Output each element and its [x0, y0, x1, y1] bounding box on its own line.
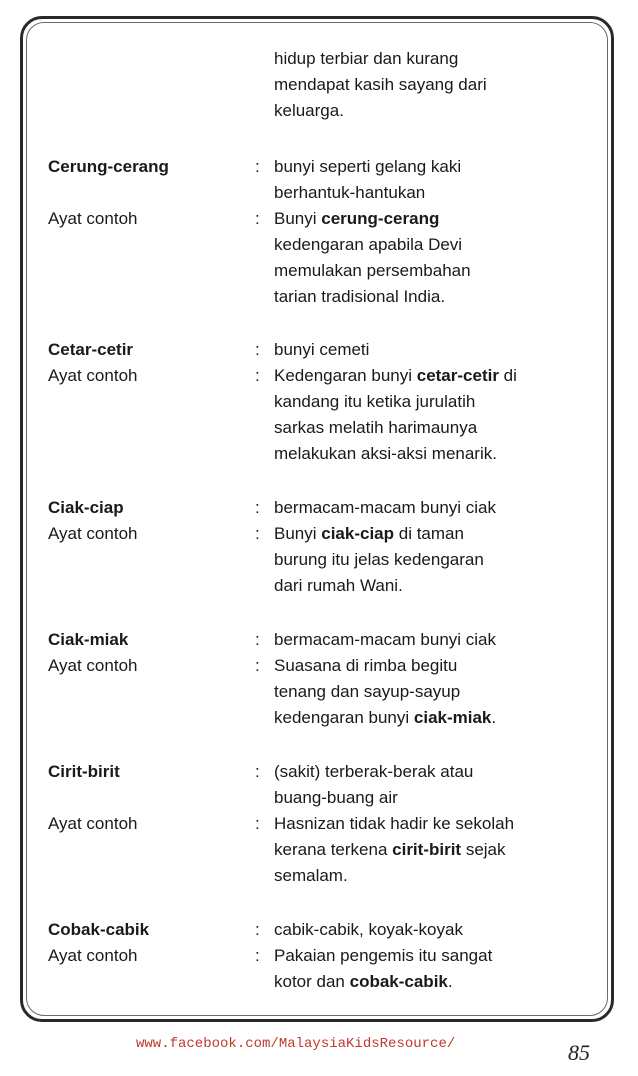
example-label: Ayat contoh: [48, 209, 138, 228]
example-text: kandang itu ketika jurulatih: [274, 392, 476, 411]
example-text: sejak: [461, 840, 506, 859]
definition-line: bermacam-macam bunyi ciak: [274, 498, 497, 517]
example-text: kedengaran bunyi: [274, 708, 414, 727]
example-text: .: [491, 708, 497, 727]
example-line: [274, 573, 403, 599]
example-label: Ayat contoh: [48, 524, 138, 543]
colon: :: [255, 498, 260, 517]
example-text: kotor dan: [274, 972, 350, 991]
highlighted-term: cetar-cetir: [416, 366, 499, 385]
entry-term: Ciak-miak: [48, 630, 129, 649]
example-label: Ayat contoh: [48, 366, 138, 385]
example-text: dari rumah Wani.: [274, 576, 403, 595]
colon: :: [255, 524, 260, 543]
example-line: [274, 415, 477, 441]
definition-line: (sakit) terberak-berak atau: [274, 762, 474, 781]
example-text: Bunyi: [274, 524, 322, 543]
entry-term: Cirit-birit: [48, 762, 120, 781]
definition-line: bunyi cemeti: [274, 340, 370, 359]
definition-line: cabik-cabik, koyak-koyak: [274, 920, 463, 939]
example-text: Hasnizan tidak hadir ke sekolah: [274, 814, 515, 833]
example-text: tarian tradisional India.: [274, 287, 446, 306]
definition-line: berhantuk-hantukan: [274, 183, 426, 202]
example-text: kedengaran apabila Devi: [274, 235, 463, 254]
highlighted-term: ciak-ciap: [321, 524, 395, 543]
entry-term: Cobak-cabik: [48, 920, 150, 939]
highlighted-term: cobak-cabik: [349, 972, 448, 991]
example-line: [274, 441, 497, 467]
example-text: kerana terkena: [274, 840, 393, 859]
highlighted-term: cirit-birit: [392, 840, 462, 859]
colon: :: [255, 920, 260, 939]
colon: :: [255, 814, 260, 833]
example-label: Ayat contoh: [48, 946, 138, 965]
example-line: [274, 705, 496, 731]
example-text: burung itu jelas kedengaran: [274, 550, 484, 569]
example-line: [274, 232, 462, 258]
intro-line: mendapat kasih sayang dari: [274, 75, 487, 94]
example-text: .: [447, 972, 453, 991]
entry-term: Ciak-ciap: [48, 498, 124, 517]
example-line: [274, 363, 517, 389]
example-line: [274, 258, 471, 284]
definition-line: bermacam-macam bunyi ciak: [274, 630, 497, 649]
example-text: sarkas melatih harimaunya: [274, 418, 478, 437]
entry-term: Cerung-cerang: [48, 157, 169, 176]
example-text: semalam.: [274, 866, 348, 885]
example-line: [274, 547, 484, 573]
definition-line: bunyi seperti gelang kaki: [274, 157, 462, 176]
example-text: memulakan persembahan: [274, 261, 471, 280]
example-line: [274, 811, 514, 837]
example-line: [274, 284, 445, 310]
example-text: di: [498, 366, 517, 385]
watermark-link[interactable]: www.facebook.com/MalaysiaKidsResource/: [136, 1036, 456, 1052]
example-line: [274, 389, 475, 415]
intro-line: keluarga.: [274, 101, 344, 120]
example-line: [274, 863, 348, 889]
example-line: [274, 653, 457, 679]
intro-line: hidup terbiar dan kurang: [274, 49, 459, 68]
example-line: [274, 206, 439, 232]
example-line: [274, 943, 492, 969]
example-text: Suasana di rimba begitu: [274, 656, 458, 675]
example-line: [274, 679, 460, 705]
page-number: 85: [568, 1040, 590, 1065]
example-text: Pakaian pengemis itu sangat: [274, 946, 493, 965]
colon: :: [255, 762, 260, 781]
example-text: Kedengaran bunyi: [274, 366, 417, 385]
example-label: Ayat contoh: [48, 656, 138, 675]
highlighted-term: cerung-cerang: [321, 209, 440, 228]
example-text: tenang dan sayup-sayup: [274, 682, 461, 701]
example-label: Ayat contoh: [48, 814, 138, 833]
colon: :: [255, 366, 260, 385]
entry-term: Cetar-cetir: [48, 340, 134, 359]
colon: :: [255, 340, 260, 359]
colon: :: [255, 946, 260, 965]
example-line: [274, 969, 453, 995]
colon: :: [255, 656, 260, 675]
highlighted-term: ciak-miak: [413, 708, 492, 727]
example-line: [274, 837, 506, 863]
example-text: Bunyi: [274, 209, 322, 228]
colon: :: [255, 630, 260, 649]
example-text: di taman: [394, 524, 464, 543]
example-text: melakukan aksi-aksi menarik.: [274, 444, 497, 463]
colon: :: [255, 209, 260, 228]
definition-line: buang-buang air: [274, 788, 398, 807]
colon: :: [255, 157, 260, 176]
example-line: [274, 521, 464, 547]
